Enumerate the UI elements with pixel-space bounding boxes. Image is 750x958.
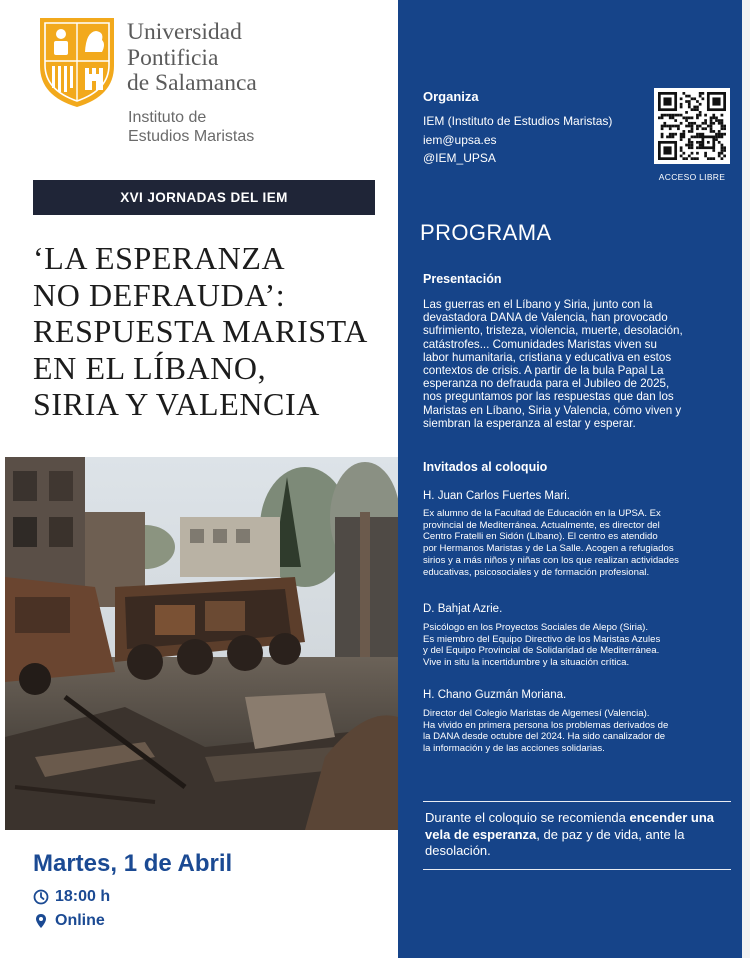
event-title [33,240,393,423]
clock-icon [33,889,49,905]
organiza-handle[interactable]: @IEM_UPSA [423,151,496,165]
event-place: Online [55,912,105,929]
presentacion-line: devastadora DANA de Valencia, han provocado [423,311,668,325]
guest-name: H. Juan Carlos Fuertes Mari. [423,490,570,502]
event-title-line-4: EN EL LÍBANO, [33,349,267,386]
university-name-line-3: de Salamanca [127,70,257,96]
guest-bio [423,508,741,578]
poster-right-panel [398,0,750,958]
guest-bio-line: provincial de Mediterránea. Actualmente, es director del [423,519,660,531]
guest-bio [423,708,741,755]
war-ruins-photo [5,457,398,830]
organiza-institution: IEM (Instituto de Estudios Maristas) [423,114,613,128]
presentacion-heading: Presentación [423,272,502,286]
closing-text-1: Durante el coloquio se recomienda [425,810,630,825]
guest-bio-line: Es miembro del Equipo Directivo de los Maristas Azules [423,633,661,645]
guest-bio-line: Director del Colegio Maristas de Algemesí (Valencia). [423,708,650,719]
guest-name: D. Bahjat Azrie. [423,603,503,615]
presentacion-line: siembran la esperanza al estar y esperar. [423,416,636,430]
presentacion-line: Las guerras en el Líbano y Siria, junto con la [423,298,653,311]
page-edge [742,0,750,958]
presentacion-text [423,298,739,430]
organiza-email[interactable]: iem@upsa.es [423,132,497,147]
presentacion-line: catástrofes... Comunidades Maristas viven su [423,337,657,351]
jornadas-banner: XVI JORNADAS DEL IEM [33,180,375,215]
divider-bottom [423,869,731,870]
guest-bio-line: Ex alumno de la Facultad de Educación en la UPSA. Ex [423,508,661,519]
institute-name [128,108,254,146]
university-name [127,20,257,97]
guest-bio-line: la DANA desde octubre del 2024. Ha sido canalizador de [423,731,666,743]
guest-bio-line: sirios y a más niños y niñas con los que realizan actividades [423,554,679,566]
event-title-line-5: SIRIA Y VALENCIA [33,386,320,422]
closing-text-2: , de paz y de vida, ante la desolación. [425,826,685,859]
presentacion-line: Maristas en Líbano, Siria y Valencia, cómo viven y [423,403,682,417]
guest-name: H. Chano Guzmán Moriana. [423,689,567,701]
divider-top [423,801,731,802]
institute-name-line-2: Estudios Maristas [128,128,255,145]
presentacion-line: labor humanitaria, cristiana y educativa en estos [423,350,672,364]
presentacion-line: sufrimiento, tristeza, violencia, muerte, desolación, [423,324,683,338]
presentacion-line: esperanza no defrauda para el Jubileo de 2025, [423,377,670,391]
qr-label: ACCESO LIBRE [658,172,726,182]
university-name-line-2: Pontificia [127,44,219,71]
event-title-line-3: RESPUESTA MARISTA [33,313,368,349]
guest-bio [423,622,741,669]
event-title-line-1: ‘LA ESPERANZA [33,240,286,276]
event-time-row [33,888,110,906]
location-pin-icon [33,913,49,929]
organiza-details [423,112,612,168]
university-name-line-1: Universidad [127,19,242,45]
closing-message [425,810,735,860]
qr-code[interactable] [654,88,730,164]
event-time: 18:00 h [55,888,111,905]
guest-bio-line: la información y de las acciones solidarias. [423,743,605,755]
presentacion-line: contextos de crisis. A partir de la bula Papal La [423,364,664,378]
qr-code-icon [658,92,726,160]
university-crest-icon [36,14,118,109]
closing-text-bold: encender una vela de esperanza [425,810,715,842]
guest-bio-line: por Hermanos Maristas y de La Salle. Acogen a refugiados [423,543,674,555]
invitados-heading: Invitados al coloquio [423,460,548,474]
presentacion-line: nos preguntamos por las respuestas que dan los [423,390,674,404]
guest-bio-line: Psicólogo en los Proyectos Sociales de Alepo (Siria). [423,622,649,633]
guest-bio-line: Centro Fratelli en Sidón (Líbano). El centro es atendido [423,531,658,543]
guest-bio-line: y del Equipo Provincial de Solidaridad de Mediterránea. [423,645,660,657]
organiza-heading: Organiza [423,89,479,104]
programa-heading: PROGRAMA [420,220,552,245]
guest-bio-line: Vive in situ la incertidumbre y la situación crítica. [423,657,630,669]
event-title-line-2: NO DEFRAUDA’: [33,276,286,313]
guest-bio-line: Ha vivido en primera persona los problemas derivados de [423,719,669,731]
event-place-row [33,912,105,930]
event-date: Martes, 1 de Abril [33,850,233,877]
guest-bio-line: educativas, psicosociales y de formación profesional. [423,566,650,578]
institute-name-line-1: Instituto de [128,109,207,126]
